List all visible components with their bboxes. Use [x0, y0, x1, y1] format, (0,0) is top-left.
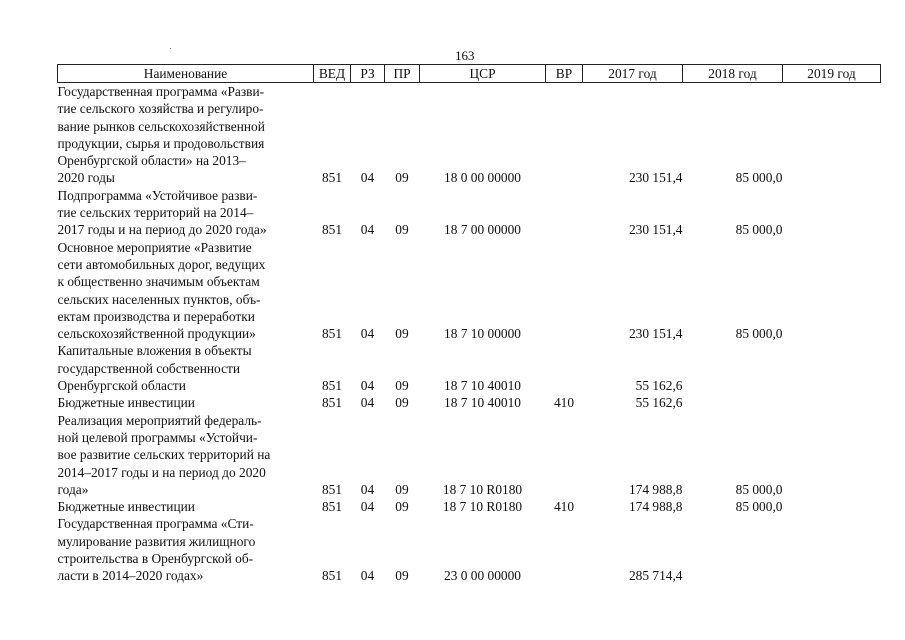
item-name-line: тие сельского хозяйства и регулиро- — [57, 101, 264, 117]
ved-cell: 851 — [321, 499, 343, 515]
rz-cell: 04 — [360, 568, 375, 584]
amount-2017-cell: 230 151,4 — [628, 326, 683, 342]
amount-2018-cell: 85 000,0 — [735, 326, 783, 342]
item-name-line: Реализация мероприятий федераль- — [57, 412, 262, 428]
header-csr: ЦСР — [420, 65, 546, 83]
ved-cell: 851 — [321, 481, 343, 497]
amount-2018-cell: 85 000,0 — [735, 170, 783, 186]
vr-cell: 410 — [553, 395, 575, 411]
header-name: Наименование — [58, 65, 314, 83]
ved-cell: 851 — [321, 222, 343, 238]
header-pr: ПР — [385, 65, 420, 83]
pr-cell: 09 — [395, 326, 409, 342]
rz-cell: 04 — [360, 481, 375, 497]
ved-cell: 851 — [321, 568, 343, 584]
table-row — [58, 515, 881, 584]
table-row — [58, 239, 881, 343]
amount-2019-cell — [783, 394, 881, 411]
amount-2018-cell: 85 000,0 — [735, 499, 783, 515]
item-name-line: ной целевой программы «Устойчи- — [57, 429, 258, 445]
pr-cell: 09 — [395, 568, 409, 584]
vr-cell: 410 — [553, 499, 575, 515]
pr-cell: 09 — [395, 378, 409, 394]
amount-2019-cell — [783, 83, 881, 187]
table-row — [58, 394, 881, 411]
amount-2017-cell: 174 988,8 — [628, 481, 683, 497]
csr-cell: 18 7 10 R0180 — [442, 481, 523, 497]
amount-2019-cell — [783, 239, 881, 343]
amount-2017-cell: 285 714,4 — [628, 568, 683, 584]
amount-2018-cell: 85 000,0 — [735, 222, 783, 238]
item-name-line: Подпрограмма «Устойчивое разви- — [57, 187, 258, 203]
ved-cell: 851 — [321, 395, 343, 411]
ved-cell: 851 — [321, 170, 343, 186]
amount-2018-cell — [683, 342, 783, 394]
item-name-cell — [58, 187, 314, 239]
header-rz: РЗ — [351, 65, 385, 83]
pr-cell: 09 — [395, 481, 409, 497]
table-header — [58, 65, 881, 83]
table-row — [58, 83, 881, 187]
amount-2017-cell: 230 151,4 — [628, 170, 683, 186]
item-name-line: вание рынков сельскохозяйственной — [57, 118, 265, 134]
header-2018: 2018 год — [683, 65, 783, 83]
table-row — [58, 498, 881, 515]
item-name-line: мулирование развития жилищного — [57, 533, 256, 549]
ved-cell: 851 — [321, 326, 343, 342]
budget-table — [57, 64, 881, 585]
csr-cell: 18 7 00 00000 — [444, 222, 521, 238]
amount-2017-cell: 230 151,4 — [628, 222, 683, 238]
item-name-cell — [58, 498, 314, 515]
header-vr: ВР — [546, 65, 583, 83]
pr-cell: 09 — [395, 499, 409, 515]
amount-2018-cell — [683, 515, 783, 584]
amount-2017-cell: 55 162,6 — [635, 378, 683, 394]
item-name-line: сети автомобильных дорог, ведущих — [57, 256, 266, 272]
item-name-cell — [58, 342, 314, 394]
table-body — [58, 83, 881, 585]
csr-cell: 18 0 00 00000 — [444, 170, 521, 186]
vr-cell — [546, 83, 583, 187]
item-name-line: сельскохозяйственной продукции» — [57, 326, 256, 342]
table-row — [58, 187, 881, 239]
item-name-line: Государственная программа «Разви- — [57, 84, 265, 99]
item-name-line: государственной собственности — [57, 360, 241, 376]
vr-cell — [546, 515, 583, 584]
csr-cell: 23 0 00 00000 — [444, 568, 521, 584]
item-name-cell — [58, 83, 314, 187]
amount-2018-cell — [683, 394, 783, 411]
ved-cell: 851 — [321, 378, 343, 394]
amount-2019-cell — [783, 342, 881, 394]
page-number: 163 — [455, 48, 475, 63]
item-name-line: Бюджетные инвестиции — [57, 499, 195, 515]
vr-cell — [546, 412, 583, 498]
vr-cell — [546, 342, 583, 394]
rz-cell: 04 — [360, 170, 375, 186]
item-name-line: ласти в 2014–2020 годах» — [57, 568, 204, 584]
pr-cell: 09 — [395, 395, 409, 411]
item-name-line: 2017 годы и на период до 2020 года» — [57, 222, 267, 238]
rz-cell: 04 — [360, 395, 375, 411]
item-name-line: Капитальные вложения в объекты — [57, 343, 252, 359]
table-row — [58, 412, 881, 498]
vr-cell — [546, 187, 583, 239]
item-name-line: ектам производства и переработки — [57, 308, 255, 324]
amount-2019-cell — [783, 515, 881, 584]
item-name-line: Основное мероприятие «Развитие — [57, 239, 252, 255]
item-name-cell — [58, 239, 314, 343]
csr-cell: 18 7 10 R0180 — [442, 499, 523, 515]
item-name-line: 2020 годы — [57, 170, 115, 186]
item-name-cell — [58, 412, 314, 498]
header-2017: 2017 год — [583, 65, 683, 83]
amount-2017-cell: 55 162,6 — [635, 395, 683, 411]
item-name-line: тие сельских территорий на 2014– — [57, 205, 254, 221]
rz-cell: 04 — [360, 326, 375, 342]
amount-2018-cell: 85 000,0 — [735, 481, 783, 497]
item-name-line: 2014–2017 годы и на период до 2020 — [57, 464, 266, 480]
item-name-line: Оренбургской области» на 2013– — [57, 153, 246, 169]
item-name-line: Оренбургской области — [57, 378, 186, 394]
table-row — [58, 342, 881, 394]
item-name-line: продукции, сырья и продовольствия — [57, 135, 265, 151]
item-name-cell — [58, 515, 314, 584]
amount-2019-cell — [783, 412, 881, 498]
item-name-line: вое развитие сельских территорий на — [57, 447, 271, 463]
item-name-line: сельских населенных пунктов, объ- — [57, 291, 261, 307]
item-name-line: Государственная программа «Сти- — [57, 516, 254, 532]
csr-cell: 18 7 10 00000 — [444, 326, 521, 342]
amount-2017-cell: 174 988,8 — [628, 499, 683, 515]
item-name-line: строительства в Оренбургской об- — [57, 551, 254, 567]
header-ved: ВЕД — [314, 65, 351, 83]
pr-cell: 09 — [395, 170, 409, 186]
amount-2019-cell — [783, 498, 881, 515]
rz-cell: 04 — [360, 499, 375, 515]
header-row — [58, 65, 881, 83]
rz-cell: 04 — [360, 378, 375, 394]
amount-2019-cell — [783, 187, 881, 239]
csr-cell: 18 7 10 40010 — [444, 378, 521, 394]
item-name-line: года» — [57, 481, 89, 497]
header-2019: 2019 год — [783, 65, 881, 83]
rz-cell: 04 — [360, 222, 375, 238]
vr-cell — [546, 239, 583, 343]
item-name-line: Бюджетные инвестиции — [57, 395, 195, 411]
csr-cell: 18 7 10 40010 — [444, 395, 521, 411]
scan-speck — [170, 48, 171, 49]
item-name-line: к общественно значимым объектам — [57, 274, 260, 290]
pr-cell: 09 — [395, 222, 409, 238]
item-name-cell — [58, 394, 314, 411]
